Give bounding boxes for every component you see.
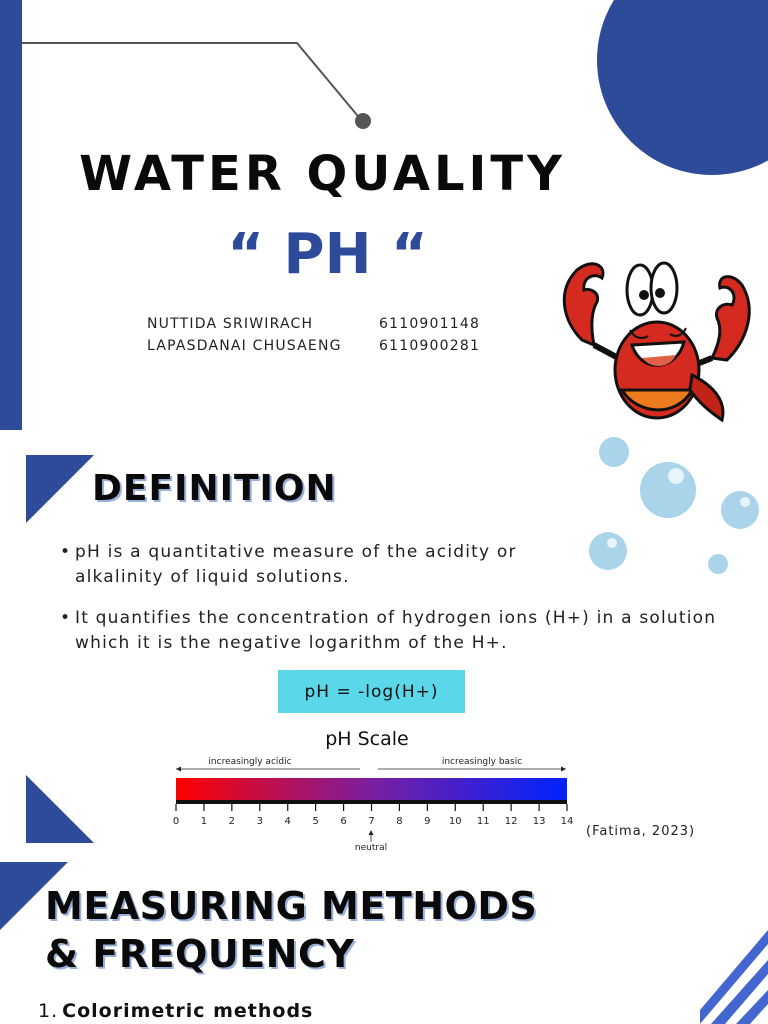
author-id: 6110901148 xyxy=(379,316,481,332)
author-id: 6110900281 xyxy=(379,338,481,354)
list-item: • It quantifies the concentration of hydrogen ions (H+) in a solution which it is the negative logarithm of the H+. xyxy=(60,606,720,656)
ph-tick-label: 5 xyxy=(312,816,319,827)
ph-tick-label: 13 xyxy=(532,816,546,827)
citation: (Fatima, 2023) xyxy=(586,824,696,839)
neutral-label: neutral xyxy=(354,843,388,853)
ph-tick-label: 6 xyxy=(340,816,347,827)
method-number: 1. xyxy=(38,1000,59,1022)
ph-tick-label: 14 xyxy=(560,816,574,827)
acidic-label: increasingly acidic xyxy=(208,757,292,767)
author-row xyxy=(147,313,480,335)
decorative-line xyxy=(0,0,400,140)
ph-tick-label: 1 xyxy=(200,816,208,827)
author-list xyxy=(147,313,480,357)
corner-stripes xyxy=(700,930,768,1024)
method-item xyxy=(38,1000,313,1022)
method-label: Colorimetric methods xyxy=(62,1000,314,1022)
measuring-heading-line1: MEASURING METHODS xyxy=(45,884,538,928)
ph-gradient-bar xyxy=(176,778,567,800)
ph-formula-box: pH = -log(H+) xyxy=(278,670,465,713)
ph-tick-label: 0 xyxy=(172,816,180,827)
measuring-heading xyxy=(45,882,537,978)
page-subtitle: “ PH “ xyxy=(227,222,428,287)
definition-bullets xyxy=(60,540,720,672)
ph-tick-label: 7 xyxy=(368,816,375,827)
ph-tick-label: 3 xyxy=(256,816,263,827)
ph-tick-label: 9 xyxy=(424,816,431,827)
measuring-heading-line2: & FREQUENCY xyxy=(45,932,355,976)
section-triangle xyxy=(26,455,94,523)
author-name: NUTTIDA SRIWIRACH xyxy=(147,316,314,332)
author-name: LAPASDANAI CHUSAENG xyxy=(147,338,342,354)
ph-tick-label: 2 xyxy=(228,816,236,827)
list-item: • pH is a quantitative measure of the acidity or alkalinity of liquid solutions. xyxy=(60,540,560,590)
author-row xyxy=(147,335,480,357)
ph-tick-label: 12 xyxy=(504,816,518,827)
page-title: WATER QUALITY xyxy=(79,146,566,202)
definition-heading: DEFINITION xyxy=(92,468,337,509)
ph-scale-title: pH Scale xyxy=(325,728,409,750)
ph-tick-label: 4 xyxy=(284,816,291,827)
ph-tick-group xyxy=(173,804,574,827)
ph-scale-figure xyxy=(160,750,580,855)
basic-label: increasingly basic xyxy=(441,757,523,767)
ph-tick-label: 11 xyxy=(476,816,490,827)
ph-tick-label: 10 xyxy=(448,816,462,827)
crab-mascot-icon xyxy=(552,250,762,430)
ph-tick-label: 8 xyxy=(396,816,403,827)
section-triangle xyxy=(26,775,94,843)
